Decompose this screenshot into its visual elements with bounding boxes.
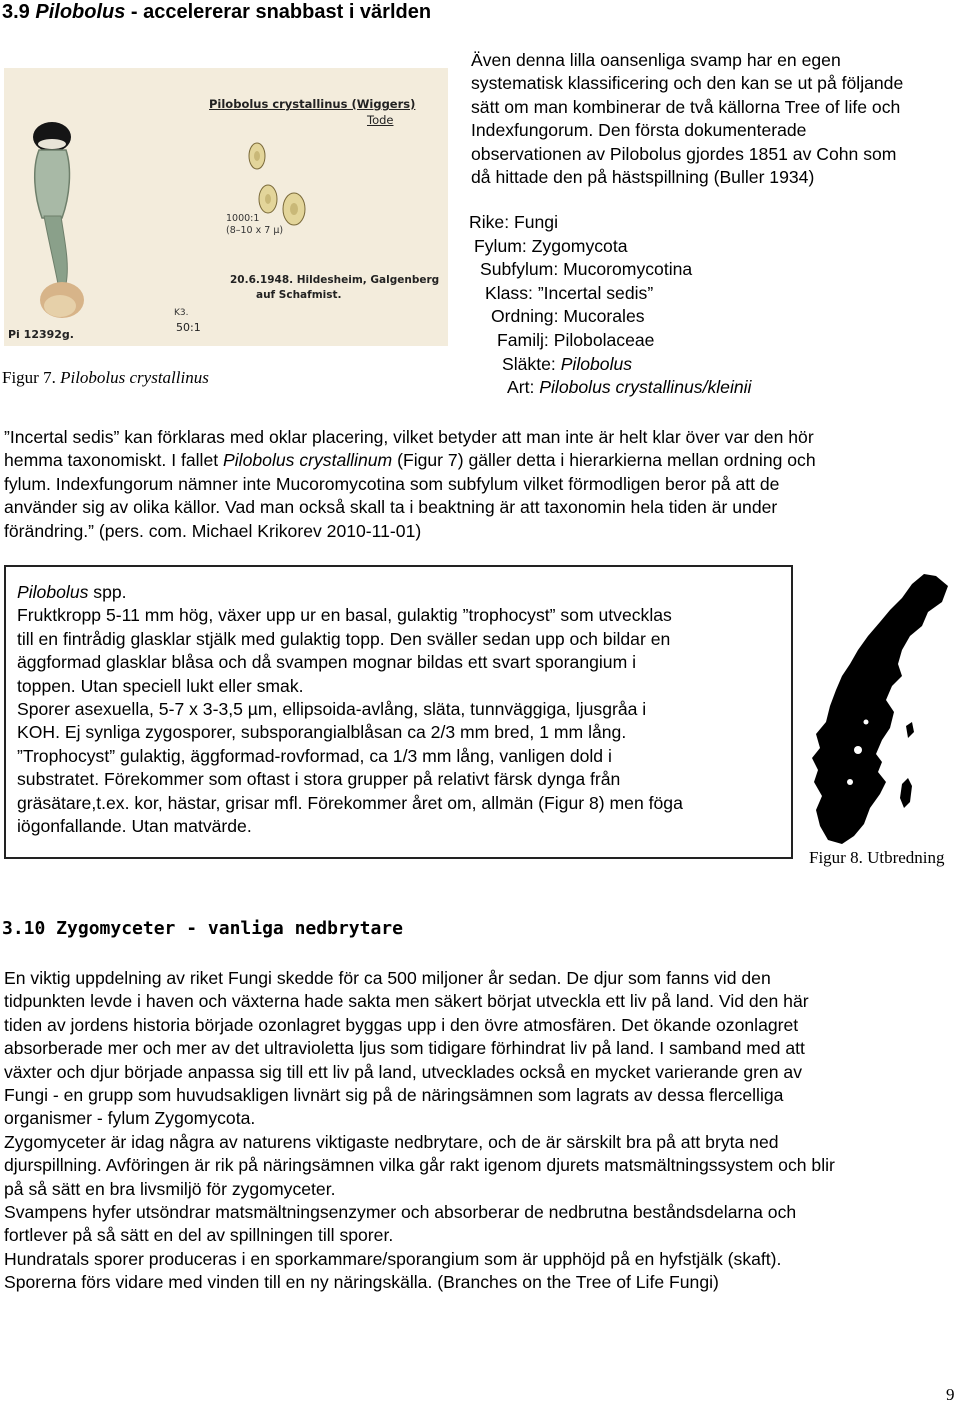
body-line: djurspillning. Avföringen är rik på näringsämnen vilka går rakt igenom djurets matsmältningssystem och blir <box>4 1155 835 1176</box>
zygomycetes-body <box>4 967 835 1295</box>
body-line: Hundratals sporer produceras i en sporkammare/sporangium som är upphöjd på en hyfstjälk (skaft). <box>4 1248 782 1269</box>
section-title: 3.9 Pilobolus - accelererar snabbast i världen <box>2 1 432 23</box>
paragraph-line: förändring.” (pers. com. Michael Krikorev 2010-11-01) <box>4 520 422 541</box>
paragraph-line: fylum. Indexfungorum nämner inte Mucoromycotina som subfylum vilket förmodligen beror på att de <box>4 473 780 494</box>
intro-line: observationen av Pilobolus gjordes 1851 av Cohn som <box>471 143 897 164</box>
box-line: till en fintrådig glasklar stjälk med gulaktig topp. Den sväller sedan upp och bildar en <box>17 628 671 649</box>
paragraph-line: använder sig av olika källor. Vad man också skall ta i beaktning är att taxonomin hela tiden är under <box>4 497 778 518</box>
box-line: Sporer asexuella, 5-7 x 3-3,5 µm, ellipsoida-avlång, släta, tunnväggiga, ljusgråa i <box>17 699 647 720</box>
body-line: tiden av jordens historia började ozonlagret byggas upp i den övre atmosfären. Det ökande ozonlagret <box>4 1014 799 1035</box>
body-line: på så sätt en bra livsmiljö för zygomyceter. <box>4 1178 336 1199</box>
illustration-location: 20.6.1948. Hildesheim, Galgenberg auf Schafmist. <box>230 274 440 301</box>
illustration-scale: 1000:1 (8–10 x 7 µ) <box>226 213 284 236</box>
illustration-init: K3. <box>174 308 189 318</box>
species-description-box <box>4 565 793 859</box>
taxonomy-rank: Klass: ”Incertal sedis” <box>485 282 654 303</box>
section-title-2: 3.10 Zygomyceter - vanliga nedbrytare <box>2 918 403 939</box>
illustration-id: Pi 12392g. <box>8 328 74 341</box>
body-line: Sporerna förs vidare med vinden till en ny näringskälla. (Branches on the Tree of Life Fungi) <box>4 1272 719 1293</box>
box-line: substratet. Förekommer som oftast i stora grupper på relativt färsk dynga från <box>17 769 621 790</box>
body-line: Svampens hyfer utsöndrar matsmältningsenzymer och absorberar de nedbrutna beståndsdelarna och <box>4 1202 797 1223</box>
figure-7-caption: Figur 7. Pilobolus crystallinus <box>2 368 209 387</box>
illustration-magnification: 50:1 <box>176 321 201 334</box>
body-line: absorberade mer och mer av det ultravioletta ljus som tidigare förhindrat liv på land. I samband med att <box>4 1038 805 1059</box>
box-line: KOH. Ej synliga zygosporer, subsporangialblåsan ca 2/3 mm bred, 1 mm lång. <box>17 722 627 743</box>
body-line: växter och djur började anpassa sig till ett liv på land, utvecklades också en mycket varierande gren av <box>4 1061 803 1082</box>
box-heading: Pilobolus spp. <box>17 582 127 602</box>
box-line: ”Trophocyst” gulaktig, äggformad-rovformad, ca 1/3 mm lång, vanligen dold i <box>17 745 612 766</box>
intro-line: Indexfungorum. Den första dokumenterade <box>471 120 807 141</box>
figure-8-caption: Figur 8. Utbredning <box>809 848 945 867</box>
figure-7-illustration <box>4 68 448 346</box>
intro-line: Även denna lilla oansenliga svamp har en egen <box>471 50 841 70</box>
taxonomy-rank: Släkte: Pilobolus <box>502 353 633 374</box>
taxonomy-rank: Art: Pilobolus crystallinus/kleinii <box>507 377 752 398</box>
page-number: 9 <box>946 1385 955 1404</box>
body-line: Zygomyceter är idag några av naturens viktigaste nedbrytare, och de är särskilt bra på att bryta ned <box>4 1131 779 1152</box>
illustration-label: Pilobolus crystallinus (Wiggers) Tode <box>209 97 416 127</box>
box-line: äggformad glasklar blåsa och då svampen mognar bildas ett svart sporangium i <box>17 652 637 673</box>
figure-8-distribution-map <box>806 572 956 848</box>
box-line: toppen. Utan speciell lukt eller smak. <box>17 675 304 696</box>
box-line: gräsätare,t.ex. kor, hästar, grisar mfl. Förekommer året om, allmän (Figur 8) men föga <box>17 792 683 813</box>
taxonomy-rank: Subfylum: Mucoromycotina <box>480 259 693 280</box>
taxonomy-rank: Fylum: Zygomycota <box>474 235 628 256</box>
taxonomy-rank: Familj: Pilobolaceae <box>497 329 655 350</box>
taxonomy-list <box>469 211 751 400</box>
intro-line: då hittade den på hästspillning (Buller 1934) <box>471 167 815 188</box>
taxonomy-rank: Rike: Fungi <box>469 212 558 232</box>
box-line: Fruktkropp 5-11 mm hög, växer upp ur en basal, gulaktig ”trophocyst” som utvecklas <box>17 605 672 626</box>
intro-paragraph <box>471 49 903 189</box>
box-line: iögonfallande. Utan matvärde. <box>17 816 252 837</box>
intro-line: sätt om man kombinerar de två källorna Tree of life och <box>471 96 901 117</box>
body-line: fortlever på så sätt en del av spillningen till sporer. <box>4 1225 394 1246</box>
intro-line: systematisk klassificering och den kan se ut på följande <box>471 73 904 94</box>
paragraph-line: hemma taxonomiskt. I fallet Pilobolus crystallinum (Figur 7) gäller detta i hierarkierna mellan ordning och <box>4 450 816 471</box>
incertal-sedis-paragraph <box>4 426 816 543</box>
body-line: Fungi - en grupp som huvudsakligen livnärt sig på de näringsämnen som lagrats av dessa flercelliga <box>4 1085 784 1106</box>
paragraph-line: ”Incertal sedis” kan förklaras med oklar placering, vilket betyder att man inte är helt klar över var den hör <box>4 427 814 447</box>
body-line: organismer - fylum Zygomycota. <box>4 1108 256 1129</box>
body-line: En viktig uppdelning av riket Fungi skedde för ca 500 miljoner år sedan. De djur som fanns vid den <box>4 968 771 988</box>
body-line: tidpunkten levde i haven och växterna hade sakta men säkert börjat utveckla ett liv på land. Vid den här <box>4 991 809 1012</box>
taxonomy-rank: Ordning: Mucorales <box>491 306 645 327</box>
